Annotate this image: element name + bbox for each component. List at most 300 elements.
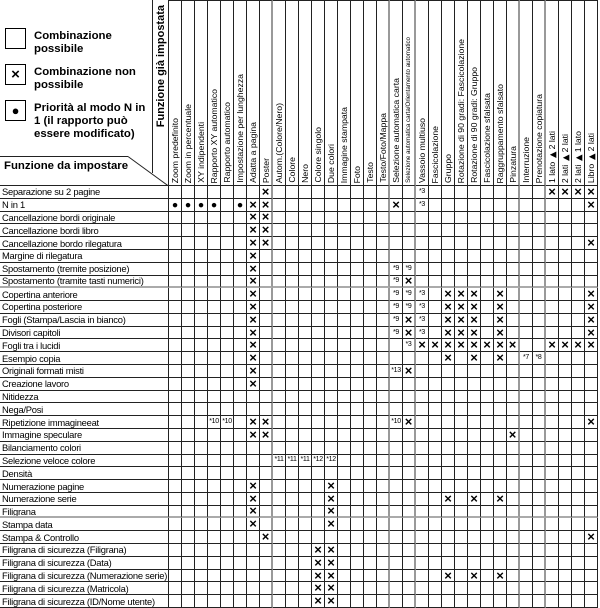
x-mark-icon: × (561, 183, 569, 199)
x-mark-icon: × (249, 503, 257, 519)
matrix-cell (325, 595, 338, 608)
matrix-cell (520, 314, 533, 327)
matrix-cell (377, 557, 390, 570)
matrix-cell (260, 378, 273, 391)
matrix-cell (195, 365, 208, 378)
matrix-cell (208, 378, 221, 391)
matrix-cell (312, 391, 325, 404)
matrix-cell (234, 506, 247, 519)
matrix-cell (481, 518, 494, 531)
matrix-cell (169, 544, 182, 557)
matrix-cell (364, 224, 377, 237)
matrix-cell (221, 595, 234, 608)
matrix-cell (481, 544, 494, 557)
matrix-cell (468, 263, 481, 276)
matrix-cell (377, 276, 390, 289)
x-mark-icon: × (587, 414, 595, 430)
matrix-cell (416, 506, 429, 519)
matrix-cell (286, 352, 299, 365)
matrix-cell (273, 416, 286, 429)
matrix-cell (234, 570, 247, 583)
matrix-cell (234, 493, 247, 506)
matrix-cell (468, 186, 481, 199)
matrix-cell (494, 429, 507, 442)
matrix-cell (208, 544, 221, 557)
matrix-cell (195, 301, 208, 314)
matrix-cell (507, 403, 520, 416)
x-mark-icon: × (404, 324, 413, 340)
x-mark-icon: × (496, 490, 504, 506)
matrix-cell (364, 493, 377, 506)
matrix-cell (520, 186, 533, 199)
matrix-cell (182, 339, 195, 352)
matrix-cell (494, 582, 507, 595)
matrix-cell (260, 595, 273, 608)
matrix-cell (273, 582, 286, 595)
matrix-cell (325, 288, 338, 301)
matrix-cell (169, 263, 182, 276)
matrix-cell (520, 365, 533, 378)
matrix-cell (169, 506, 182, 519)
matrix-cell (364, 288, 377, 301)
footnote-marker: *12 (313, 456, 323, 464)
matrix-cell (338, 455, 351, 468)
matrix-cell (416, 557, 429, 570)
matrix-cell (520, 378, 533, 391)
matrix-cell (351, 493, 364, 506)
matrix-cell (195, 570, 208, 583)
matrix-cell (351, 314, 364, 327)
x-mark-icon: × (496, 311, 504, 327)
matrix-cell (260, 426, 273, 442)
matrix-cell (572, 493, 585, 506)
matrix-cell (208, 403, 221, 416)
row-label: Copertina anteriore (0, 288, 169, 301)
column-header-label: Impostazione per lunghezza (235, 74, 245, 183)
matrix-cell (494, 186, 507, 199)
x-mark-icon: × (314, 554, 322, 570)
matrix-cell (572, 403, 585, 416)
matrix-cell (234, 416, 247, 429)
matrix-cell (234, 301, 247, 314)
matrix-cell (182, 199, 195, 212)
matrix-cell (195, 557, 208, 570)
matrix-cell (572, 276, 585, 289)
footnote-marker: *10 (209, 418, 219, 426)
matrix-cell (390, 506, 403, 519)
matrix-cell (572, 237, 585, 250)
matrix-cell (273, 314, 286, 327)
matrix-cell (182, 403, 195, 416)
footnote-marker: *8 (535, 354, 542, 362)
x-mark-icon: × (444, 311, 452, 327)
matrix-cell (533, 263, 546, 276)
matrix-cell (364, 403, 377, 416)
matrix-cell (585, 339, 598, 352)
matrix-cell (260, 442, 273, 455)
matrix-cell (520, 327, 533, 340)
matrix-cell (546, 391, 559, 404)
matrix-cell (546, 442, 559, 455)
matrix-cell (364, 557, 377, 570)
matrix-cell (299, 339, 312, 352)
matrix-cell (390, 518, 403, 531)
matrix-cell (507, 426, 520, 442)
matrix-cell (416, 352, 429, 365)
matrix-cell (442, 531, 455, 544)
matrix-cell (468, 595, 481, 608)
matrix-cell (273, 455, 286, 468)
footnote-marker: *3 (418, 328, 426, 336)
matrix-cell (468, 531, 481, 544)
matrix-cell (416, 365, 429, 378)
matrix-cell (299, 416, 312, 429)
matrix-cell (182, 429, 195, 442)
matrix-cell (572, 183, 585, 199)
matrix-cell (234, 224, 247, 237)
matrix-cell (572, 352, 585, 365)
matrix-cell (403, 429, 416, 442)
matrix-cell (585, 442, 598, 455)
matrix-cell (481, 276, 494, 289)
matrix-cell (351, 365, 364, 378)
matrix-cell (273, 429, 286, 442)
matrix-cell (260, 557, 273, 570)
matrix-cell (494, 378, 507, 391)
matrix-cell (481, 403, 494, 416)
matrix-cell (286, 378, 299, 391)
matrix-cell (273, 557, 286, 570)
matrix-cell (208, 301, 221, 314)
matrix-cell (468, 506, 481, 519)
matrix-cell (442, 403, 455, 416)
matrix-cell (364, 480, 377, 493)
matrix-cell (351, 352, 364, 365)
matrix-cell (247, 442, 260, 455)
x-mark-icon: × (249, 260, 257, 276)
matrix-cell (312, 301, 325, 314)
matrix-cell (468, 378, 481, 391)
matrix-cell (169, 442, 182, 455)
matrix-cell (338, 480, 351, 493)
matrix-cell (442, 595, 455, 608)
matrix-cell (494, 490, 507, 506)
legend-label: Combinazione possibile (34, 30, 112, 55)
matrix-cell (377, 467, 390, 480)
matrix-cell (559, 183, 572, 199)
matrix-cell (182, 455, 195, 468)
matrix-cell (377, 455, 390, 468)
matrix-cell (455, 352, 468, 365)
matrix-cell (169, 352, 182, 365)
matrix-cell (403, 212, 416, 225)
matrix-cell (182, 518, 195, 531)
matrix-cell (312, 314, 325, 327)
matrix-cell (325, 186, 338, 199)
matrix-cell (416, 467, 429, 480)
matrix-cell (442, 237, 455, 250)
x-mark-icon: × (587, 311, 595, 327)
matrix-cell (234, 442, 247, 455)
matrix-cell (533, 327, 546, 340)
matrix-cell (403, 324, 416, 340)
matrix-cell (364, 199, 377, 212)
row-label: Cancellazione bordi originale (0, 212, 169, 225)
matrix-cell (169, 429, 182, 442)
x-mark-icon: × (444, 350, 452, 366)
x-mark-icon: × (261, 196, 270, 212)
matrix-cell (559, 442, 572, 455)
matrix-cell (481, 467, 494, 480)
matrix-cell (234, 327, 247, 340)
matrix-cell (364, 327, 377, 340)
matrix-cell (455, 237, 468, 250)
column-header-label: Autom.(Colore/Nero) (274, 102, 284, 183)
x-mark-icon: × (327, 567, 335, 583)
column-header-label: Rapporto XY automatico (209, 88, 219, 183)
matrix-cell (312, 467, 325, 480)
matrix-cell (572, 455, 585, 468)
x-mark-icon: × (404, 272, 413, 288)
matrix-cell (169, 531, 182, 544)
matrix-cell (468, 199, 481, 212)
x-mark-icon: × (587, 337, 595, 353)
x-mark-icon: × (261, 183, 270, 199)
matrix-cell (325, 378, 338, 391)
matrix-cell (312, 276, 325, 289)
matrix-cell (273, 224, 286, 237)
matrix-cell (533, 314, 546, 327)
column-header-label: Fascicolazione (430, 125, 440, 183)
matrix-cell (169, 378, 182, 391)
matrix-cell (546, 301, 559, 314)
matrix-cell (416, 288, 429, 301)
matrix-cell (403, 455, 416, 468)
matrix-cell (403, 480, 416, 493)
matrix-cell (520, 250, 533, 263)
matrix-cell (234, 339, 247, 352)
matrix-cell (481, 506, 494, 519)
matrix-cell (559, 403, 572, 416)
matrix-cell (520, 429, 533, 442)
x-mark-icon: × (418, 337, 426, 353)
matrix-cell (585, 582, 598, 595)
column-header (533, 0, 546, 186)
matrix-cell (377, 186, 390, 199)
matrix-cell (455, 506, 468, 519)
matrix-cell (390, 339, 403, 352)
matrix-cell (507, 263, 520, 276)
matrix-cell (325, 455, 338, 468)
matrix-cell (234, 199, 247, 212)
matrix-cell (403, 442, 416, 455)
matrix-cell (403, 339, 416, 352)
x-mark-icon: × (249, 375, 257, 391)
matrix-cell (507, 544, 520, 557)
matrix-cell (364, 595, 377, 608)
matrix-cell (299, 455, 312, 468)
matrix-cell (533, 301, 546, 314)
matrix-cell (299, 276, 312, 289)
matrix-cell (377, 506, 390, 519)
matrix-cell (195, 595, 208, 608)
matrix-cell (221, 339, 234, 352)
matrix-cell (455, 455, 468, 468)
row-label: Nega/Posi (0, 403, 169, 416)
matrix-cell (455, 250, 468, 263)
matrix-cell (403, 378, 416, 391)
matrix-cell (273, 276, 286, 289)
matrix-cell (234, 544, 247, 557)
column-header-label: Testo (365, 162, 375, 183)
matrix-cell (208, 493, 221, 506)
matrix-cell (442, 544, 455, 557)
matrix-cell (507, 442, 520, 455)
matrix-cell (286, 314, 299, 327)
matrix-cell (351, 237, 364, 250)
matrix-cell (403, 362, 416, 378)
matrix-cell (455, 493, 468, 506)
matrix-cell (299, 582, 312, 595)
row-label: Immagine speculare (0, 429, 169, 442)
matrix-cell (364, 314, 377, 327)
matrix-cell (377, 327, 390, 340)
x-mark-icon: × (249, 272, 257, 288)
matrix-cell (195, 199, 208, 212)
column-header (273, 0, 286, 186)
matrix-cell (416, 442, 429, 455)
matrix-cell (325, 403, 338, 416)
matrix-cell (429, 595, 442, 608)
matrix-cell (234, 263, 247, 276)
matrix-cell (585, 557, 598, 570)
matrix-cell (182, 391, 195, 404)
matrix-cell (273, 544, 286, 557)
matrix-cell (481, 365, 494, 378)
matrix-cell (455, 224, 468, 237)
matrix-cell (546, 455, 559, 468)
matrix-cell (442, 490, 455, 506)
matrix-cell (572, 416, 585, 429)
matrix-cell (182, 531, 195, 544)
matrix-cell (234, 467, 247, 480)
matrix-cell (169, 237, 182, 250)
matrix-cell (208, 595, 221, 608)
matrix-cell (221, 378, 234, 391)
matrix-cell (273, 403, 286, 416)
row-label: Filigrana (0, 506, 169, 519)
matrix-cell (338, 327, 351, 340)
matrix-cell (221, 301, 234, 314)
matrix-cell (286, 301, 299, 314)
matrix-cell (442, 506, 455, 519)
matrix-cell (481, 442, 494, 455)
matrix-cell (390, 570, 403, 583)
matrix-cell (195, 314, 208, 327)
matrix-cell (260, 480, 273, 493)
x-mark-icon: × (574, 183, 582, 199)
matrix-cell (507, 352, 520, 365)
matrix-cell (260, 455, 273, 468)
matrix-cell (429, 186, 442, 199)
matrix-cell (377, 518, 390, 531)
matrix-cell (247, 582, 260, 595)
column-header-label: Rapporto automatico (222, 102, 232, 183)
matrix-cell (351, 403, 364, 416)
matrix-cell (364, 301, 377, 314)
matrix-cell (377, 365, 390, 378)
matrix-cell (442, 352, 455, 365)
x-mark-icon: × (457, 337, 465, 353)
matrix-cell (273, 595, 286, 608)
matrix-cell (429, 301, 442, 314)
matrix-cell (585, 480, 598, 493)
matrix-cell (351, 212, 364, 225)
matrix-cell (416, 493, 429, 506)
matrix-cell (533, 288, 546, 301)
matrix-cell (221, 582, 234, 595)
matrix-cell (338, 557, 351, 570)
matrix-cell (481, 237, 494, 250)
matrix-cell (364, 237, 377, 250)
matrix-cell (351, 391, 364, 404)
matrix-cell (533, 455, 546, 468)
matrix-cell (377, 570, 390, 583)
matrix-cell (182, 416, 195, 429)
matrix-cell (364, 429, 377, 442)
matrix-cell (247, 595, 260, 608)
matrix-cell (507, 365, 520, 378)
matrix-cell (169, 518, 182, 531)
matrix-cell (468, 224, 481, 237)
matrix-cell (221, 327, 234, 340)
matrix-cell (572, 582, 585, 595)
matrix-cell (442, 429, 455, 442)
matrix-cell (494, 531, 507, 544)
x-mark-icon: × (496, 324, 504, 340)
matrix-cell (546, 467, 559, 480)
matrix-cell (455, 442, 468, 455)
matrix-cell (195, 250, 208, 263)
matrix-cell (182, 186, 195, 199)
matrix-cell (195, 455, 208, 468)
matrix-cell (507, 506, 520, 519)
matrix-cell (208, 352, 221, 365)
matrix-cell (572, 531, 585, 544)
matrix-cell (182, 378, 195, 391)
row-label: N in 1 (0, 199, 169, 212)
matrix-cell (260, 352, 273, 365)
matrix-cell (195, 339, 208, 352)
matrix-cell (416, 186, 429, 199)
matrix-cell (312, 480, 325, 493)
matrix-cell (520, 276, 533, 289)
matrix-cell (585, 391, 598, 404)
footnote-marker: *10 (391, 418, 401, 426)
matrix-cell (169, 467, 182, 480)
matrix-cell (195, 493, 208, 506)
matrix-cell (468, 582, 481, 595)
matrix-cell (481, 416, 494, 429)
matrix-cell (520, 224, 533, 237)
matrix-cell (572, 442, 585, 455)
matrix-cell (455, 365, 468, 378)
x-mark-icon: × (444, 490, 452, 506)
matrix-cell (533, 186, 546, 199)
matrix-cell (169, 250, 182, 263)
matrix-cell (377, 582, 390, 595)
matrix-cell (481, 480, 494, 493)
